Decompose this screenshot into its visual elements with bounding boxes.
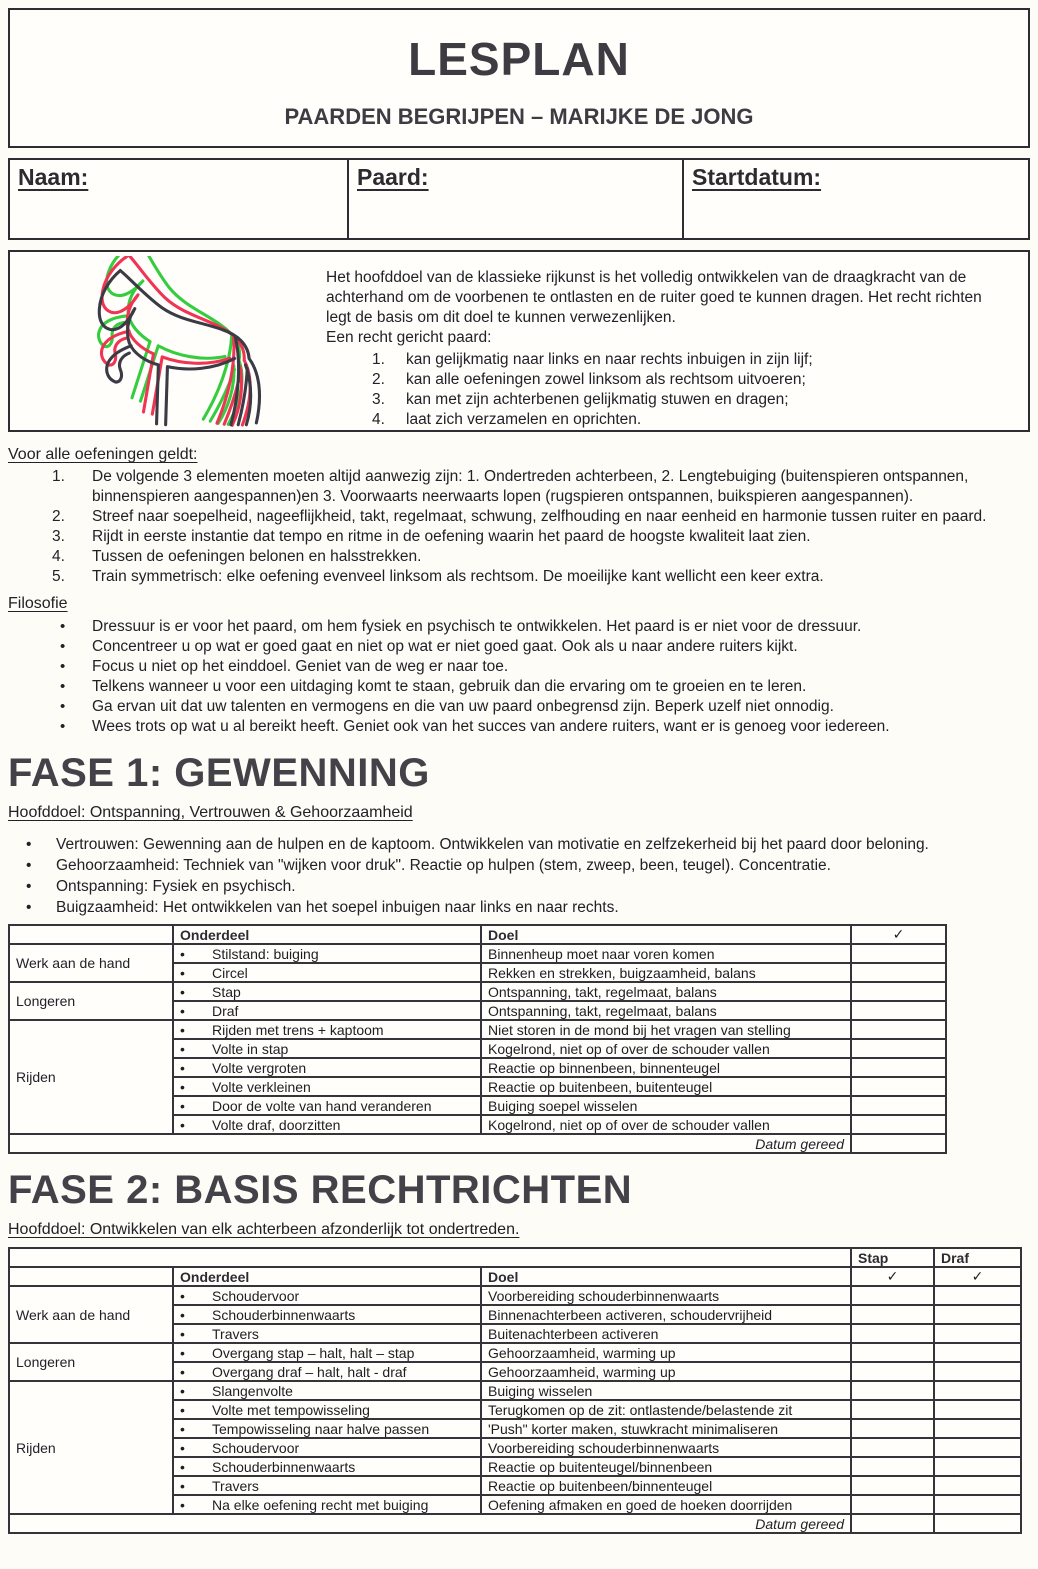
onderdeel-cell: • Travers bbox=[173, 1476, 481, 1495]
goal-item: • Buigzaamheid: Het ontwikkelen van het soepel inbuigen naar links en naar rechts. bbox=[26, 897, 1030, 918]
stap-check-cell bbox=[851, 1457, 934, 1476]
doel-cell: Voorbereiding schouderbinnenwaarts bbox=[481, 1286, 851, 1305]
info-table bbox=[8, 158, 1030, 240]
group-label-cell: Longeren bbox=[9, 1343, 173, 1381]
doel-cell: Gehoorzaamheid, warming up bbox=[481, 1362, 851, 1381]
draf-check-cell bbox=[934, 1400, 1021, 1419]
goal-item: • Vertrouwen: Gewenning aan de hulpen en de kaptoom. Ontwikkelen van motivatie en zelfzekerheid bij het paard door beloning. bbox=[26, 834, 1030, 855]
draf-check-cell bbox=[934, 1343, 1021, 1362]
check-cell bbox=[851, 982, 946, 1001]
stap-check-cell bbox=[851, 1381, 934, 1400]
doel-cell: Rekken en strekken, buigzaamheid, balans bbox=[481, 963, 851, 982]
doel-cell: Kogelrond, niet op of over de schouder vallen bbox=[481, 1039, 851, 1058]
fase1-heading: FASE 1: GEWENNING bbox=[8, 751, 430, 795]
draf-check-cell bbox=[934, 1362, 1021, 1381]
empty-header-cell bbox=[9, 925, 173, 944]
doel-cell: Reactie op buitenbeen/binnenteugel bbox=[481, 1476, 851, 1495]
gait-header-row bbox=[9, 1248, 1021, 1267]
recht-paard-list bbox=[326, 350, 1010, 430]
stap-check-cell bbox=[851, 1476, 934, 1495]
rules-list bbox=[8, 467, 1030, 587]
intro-paragraph: Het hoofddoel van de klassieke rijkunst is het volledig ontwikkelen van de draagkracht van de achterhand om de voorbenen te ontlasten en de ruiter goed te kunnen dragen. Het recht richten legt de basis om dit doel te kunnen verwezenlijken. bbox=[326, 269, 982, 326]
doel-cell: Buiging soepel wisselen bbox=[481, 1096, 851, 1115]
intro-text bbox=[320, 252, 1028, 430]
draf-check-cell bbox=[934, 1419, 1021, 1438]
onderdeel-cell: • Schoudervoor bbox=[173, 1286, 481, 1305]
rule-item: Rijdt in eerste instantie dat tempo en ritme in de oefening waarin het paard de hoogste kwaliteit laat zien. bbox=[92, 528, 811, 545]
draf-check-cell bbox=[934, 1381, 1021, 1400]
draf-check-cell bbox=[934, 1457, 1021, 1476]
onderdeel-cell: • Stilstand: buiging bbox=[173, 944, 481, 963]
check-cell bbox=[851, 1001, 946, 1020]
stap-check-cell bbox=[851, 1400, 934, 1419]
doel-cell: Buitenachterbeen activeren bbox=[481, 1324, 851, 1343]
info-cell-startdatum bbox=[684, 160, 1028, 238]
table-row bbox=[9, 1020, 946, 1039]
table-row bbox=[9, 982, 946, 1001]
doel-cell: Voorbereiding schouderbinnenwaarts bbox=[481, 1438, 851, 1457]
fase2-heading: FASE 2: BASIS RECHTRICHTEN bbox=[8, 1168, 633, 1212]
onderdeel-cell: • Circel bbox=[173, 963, 481, 982]
check-cell bbox=[851, 1115, 946, 1134]
onderdeel-cell: • Na elke oefening recht met buiging bbox=[173, 1495, 481, 1514]
stap-check-cell bbox=[851, 1286, 934, 1305]
draf-check-cell bbox=[934, 1286, 1021, 1305]
onderdeel-cell: • Tempowisseling naar halve passen bbox=[173, 1419, 481, 1438]
stap-check-cell bbox=[851, 1305, 934, 1324]
onderdeel-cell: • Volte draf, doorzitten bbox=[173, 1115, 481, 1134]
onderdeel-cell: • Overgang draf – halt, halt - draf bbox=[173, 1362, 481, 1381]
datum-gereed-row bbox=[9, 1514, 1021, 1533]
onderdeel-cell: • Rijden met trens + kaptoom bbox=[173, 1020, 481, 1039]
philosophy-item: • Focus u niet op het einddoel. Geniet van de weg er naar toe. bbox=[60, 657, 1030, 677]
naam-label: Naam: bbox=[18, 164, 89, 190]
fase2-header-row bbox=[9, 1267, 1021, 1286]
table-row bbox=[9, 1343, 1021, 1362]
intro-box bbox=[8, 250, 1030, 432]
onderdeel-cell: • Volte in stap bbox=[173, 1039, 481, 1058]
fase1-hoofddoel: Hoofddoel: Ontspanning, Vertrouwen & Gehoorzaamheid bbox=[8, 804, 413, 821]
datum-gereed-box-stap bbox=[851, 1514, 934, 1533]
info-cell-naam bbox=[10, 160, 349, 238]
check-header: ✓ bbox=[851, 925, 946, 944]
fase1-table bbox=[8, 924, 947, 1154]
onderdeel-cell: • Schouderbinnenwaarts bbox=[173, 1457, 481, 1476]
onderdeel-cell: • Stap bbox=[173, 982, 481, 1001]
stap-check-cell bbox=[851, 1324, 934, 1343]
doel-cell: Ontspanning, takt, regelmaat, balans bbox=[481, 982, 851, 1001]
stap-check-cell bbox=[851, 1438, 934, 1457]
empty-header-cell bbox=[9, 1267, 173, 1286]
rule-item: Tussen de oefeningen belonen en halsstrekken. bbox=[92, 548, 422, 565]
draf-check-header: ✓ bbox=[934, 1267, 1021, 1286]
datum-gereed-label: Datum gereed bbox=[9, 1514, 851, 1533]
goal-item: • Gehoorzaamheid: Techniek van "wijken voor druk". Reactie op hulpen (stem, zweep, been, teugel). Concentratie. bbox=[26, 855, 1030, 876]
table-row bbox=[9, 1381, 1021, 1400]
stap-check-cell bbox=[851, 1362, 934, 1381]
philosophy-item: • Telkens wanneer u voor een uitdaging komt te staan, gebruik dan die ervaring om te groeien en te leren. bbox=[60, 677, 1030, 697]
doel-cell: Kogelrond, niet op of over de schouder vallen bbox=[481, 1115, 851, 1134]
doel-cell: Oefening afmaken en goed de hoeken doorrijden bbox=[481, 1495, 851, 1514]
group-label-cell: Rijden bbox=[9, 1020, 173, 1134]
onderdeel-header: Onderdeel bbox=[173, 1267, 481, 1286]
onderdeel-cell: • Volte vergroten bbox=[173, 1058, 481, 1077]
draf-check-cell bbox=[934, 1476, 1021, 1495]
check-cell bbox=[851, 963, 946, 982]
check-cell bbox=[851, 1058, 946, 1077]
philosophy-heading: Filosofie bbox=[8, 595, 68, 612]
info-cell-paard bbox=[349, 160, 684, 238]
stap-check-cell bbox=[851, 1343, 934, 1362]
onderdeel-cell: • Slangenvolte bbox=[173, 1381, 481, 1400]
doel-cell: Ontspanning, takt, regelmaat, balans bbox=[481, 1001, 851, 1020]
onderdeel-cell: • Volte met tempowisseling bbox=[173, 1400, 481, 1419]
intro-list-title: Een recht gericht paard: bbox=[326, 329, 492, 346]
spacer-cell bbox=[9, 1248, 851, 1267]
draf-check-cell bbox=[934, 1324, 1021, 1343]
draf-check-cell bbox=[934, 1438, 1021, 1457]
recht-paard-item: laat zich verzamelen en oprichten. bbox=[406, 411, 642, 428]
check-cell bbox=[851, 1039, 946, 1058]
rules-section bbox=[8, 446, 1030, 587]
doel-cell: Gehoorzaamheid, warming up bbox=[481, 1343, 851, 1362]
onderdeel-cell: • Schoudervoor bbox=[173, 1438, 481, 1457]
fase1-header-row bbox=[9, 925, 946, 944]
doel-cell: Reactie op buitenbeen, buitenteugel bbox=[481, 1077, 851, 1096]
check-cell bbox=[851, 1020, 946, 1039]
philosophy-section bbox=[8, 595, 1030, 737]
stap-header: Stap bbox=[851, 1248, 934, 1267]
group-label-cell: Longeren bbox=[9, 982, 173, 1020]
title-box bbox=[8, 8, 1030, 148]
horse-outline-red bbox=[87, 256, 267, 427]
onderdeel-cell: • Draf bbox=[173, 1001, 481, 1020]
group-label-cell: Werk aan de hand bbox=[9, 944, 173, 982]
doel-header: Doel bbox=[481, 1267, 851, 1286]
paard-label: Paard: bbox=[357, 164, 429, 190]
group-label-cell: Rijden bbox=[9, 1381, 173, 1514]
philosophy-list bbox=[8, 617, 1030, 737]
fase2-table bbox=[8, 1247, 1022, 1534]
rule-item: De volgende 3 elementen moeten altijd aanwezig zijn: 1. Ondertreden achterbeen, 2. Lengtebuiging (buitenspieren ontspannen, binnenspieren aangespannen)en 3. Voorwaarts neerwaarts lopen (rugspieren ontspannen, buikspieren aangespannen). bbox=[92, 468, 969, 505]
doel-cell: Binnenachterbeen activeren, schoudervrijheid bbox=[481, 1305, 851, 1324]
draf-header: Draf bbox=[934, 1248, 1021, 1267]
horse-bending-drawing bbox=[12, 256, 312, 432]
onderdeel-cell: • Overgang stap – halt, halt – stap bbox=[173, 1343, 481, 1362]
group-label-cell: Werk aan de hand bbox=[9, 1286, 173, 1343]
onderdeel-cell: • Volte verkleinen bbox=[173, 1077, 481, 1096]
check-cell bbox=[851, 1077, 946, 1096]
datum-gereed-row bbox=[9, 1134, 946, 1153]
onderdeel-header: Onderdeel bbox=[173, 925, 481, 944]
recht-paard-item: kan met zijn achterbenen gelijkmatig stuwen en dragen; bbox=[406, 391, 789, 408]
philosophy-item: • Concentreer u op wat er goed gaat en niet op wat er niet goed gaat. Ook als u naar andere ruiters kijkt. bbox=[60, 637, 1030, 657]
doel-cell: 'Push" korter maken, stuwkracht minimaliseren bbox=[481, 1419, 851, 1438]
doel-cell: Niet storen in de mond bij het vragen van stelling bbox=[481, 1020, 851, 1039]
fase2-hoofddoel: Hoofddoel: Ontwikkelen van elk achterbeen afzonderlijk tot ondertreden. bbox=[8, 1221, 520, 1238]
doel-cell: Buiging wisselen bbox=[481, 1381, 851, 1400]
check-cell bbox=[851, 944, 946, 963]
fase1-goals-list bbox=[8, 834, 1030, 918]
page-subtitle: PAARDEN BEGRIJPEN – MARIJKE DE JONG bbox=[284, 104, 754, 129]
recht-paard-item: kan gelijkmatig naar links en naar rechts inbuigen in zijn lijf; bbox=[406, 351, 813, 368]
onderdeel-cell: • Door de volte van hand veranderen bbox=[173, 1096, 481, 1115]
rules-heading: Voor alle oefeningen geldt: bbox=[8, 446, 198, 463]
doel-cell: Binnenheup moet naar voren komen bbox=[481, 944, 851, 963]
table-row bbox=[9, 1286, 1021, 1305]
table-row bbox=[9, 944, 946, 963]
doel-cell: Reactie op buitenteugel/binnenbeen bbox=[481, 1457, 851, 1476]
rule-item: Streef naar soepelheid, nageeflijkheid, takt, regelmaat, schwung, zelfhouding en naar eenheid en harmonie tussen ruiter en paard. bbox=[92, 508, 987, 525]
stap-check-cell bbox=[851, 1495, 934, 1514]
page-title: LESPLAN bbox=[408, 33, 630, 85]
philosophy-item: • Ga ervan uit dat uw talenten en vermogens en die van uw paard onbegrensd zijn. Beperk uzelf niet onnodig. bbox=[60, 697, 1030, 717]
draf-check-cell bbox=[934, 1495, 1021, 1514]
check-cell bbox=[851, 1096, 946, 1115]
datum-gereed-box bbox=[851, 1134, 946, 1153]
doel-cell: Reactie op binnenbeen, binnenteugel bbox=[481, 1058, 851, 1077]
onderdeel-cell: • Travers bbox=[173, 1324, 481, 1343]
startdatum-label: Startdatum: bbox=[692, 164, 822, 190]
horse-diagram bbox=[10, 252, 320, 430]
onderdeel-cell: • Schouderbinnenwaarts bbox=[173, 1305, 481, 1324]
stap-check-cell bbox=[851, 1419, 934, 1438]
datum-gereed-box-draf bbox=[934, 1514, 1021, 1533]
stap-check-header: ✓ bbox=[851, 1267, 934, 1286]
philosophy-item: • Dressuur is er voor het paard, om hem fysiek en psychisch te ontwikkelen. Het paard is er niet voor de dressuur. bbox=[60, 617, 1030, 637]
philosophy-item: • Wees trots op wat u al bereikt heeft. Geniet ook van het succes van andere ruiters, want er is genoeg voor iedereen. bbox=[60, 717, 1030, 737]
doel-header: Doel bbox=[481, 925, 851, 944]
rule-item: Train symmetrisch: elke oefening evenveel linksom als rechtsom. De moeilijke kant wellicht een keer extra. bbox=[92, 568, 824, 585]
draf-check-cell bbox=[934, 1305, 1021, 1324]
goal-item: • Ontspanning: Fysiek en psychisch. bbox=[26, 876, 1030, 897]
recht-paard-item: kan alle oefeningen zowel linksom als rechtsom uitvoeren; bbox=[406, 371, 806, 388]
doel-cell: Terugkomen op de zit: ontlastende/belastende zit bbox=[481, 1400, 851, 1419]
datum-gereed-label: Datum gereed bbox=[9, 1134, 851, 1153]
